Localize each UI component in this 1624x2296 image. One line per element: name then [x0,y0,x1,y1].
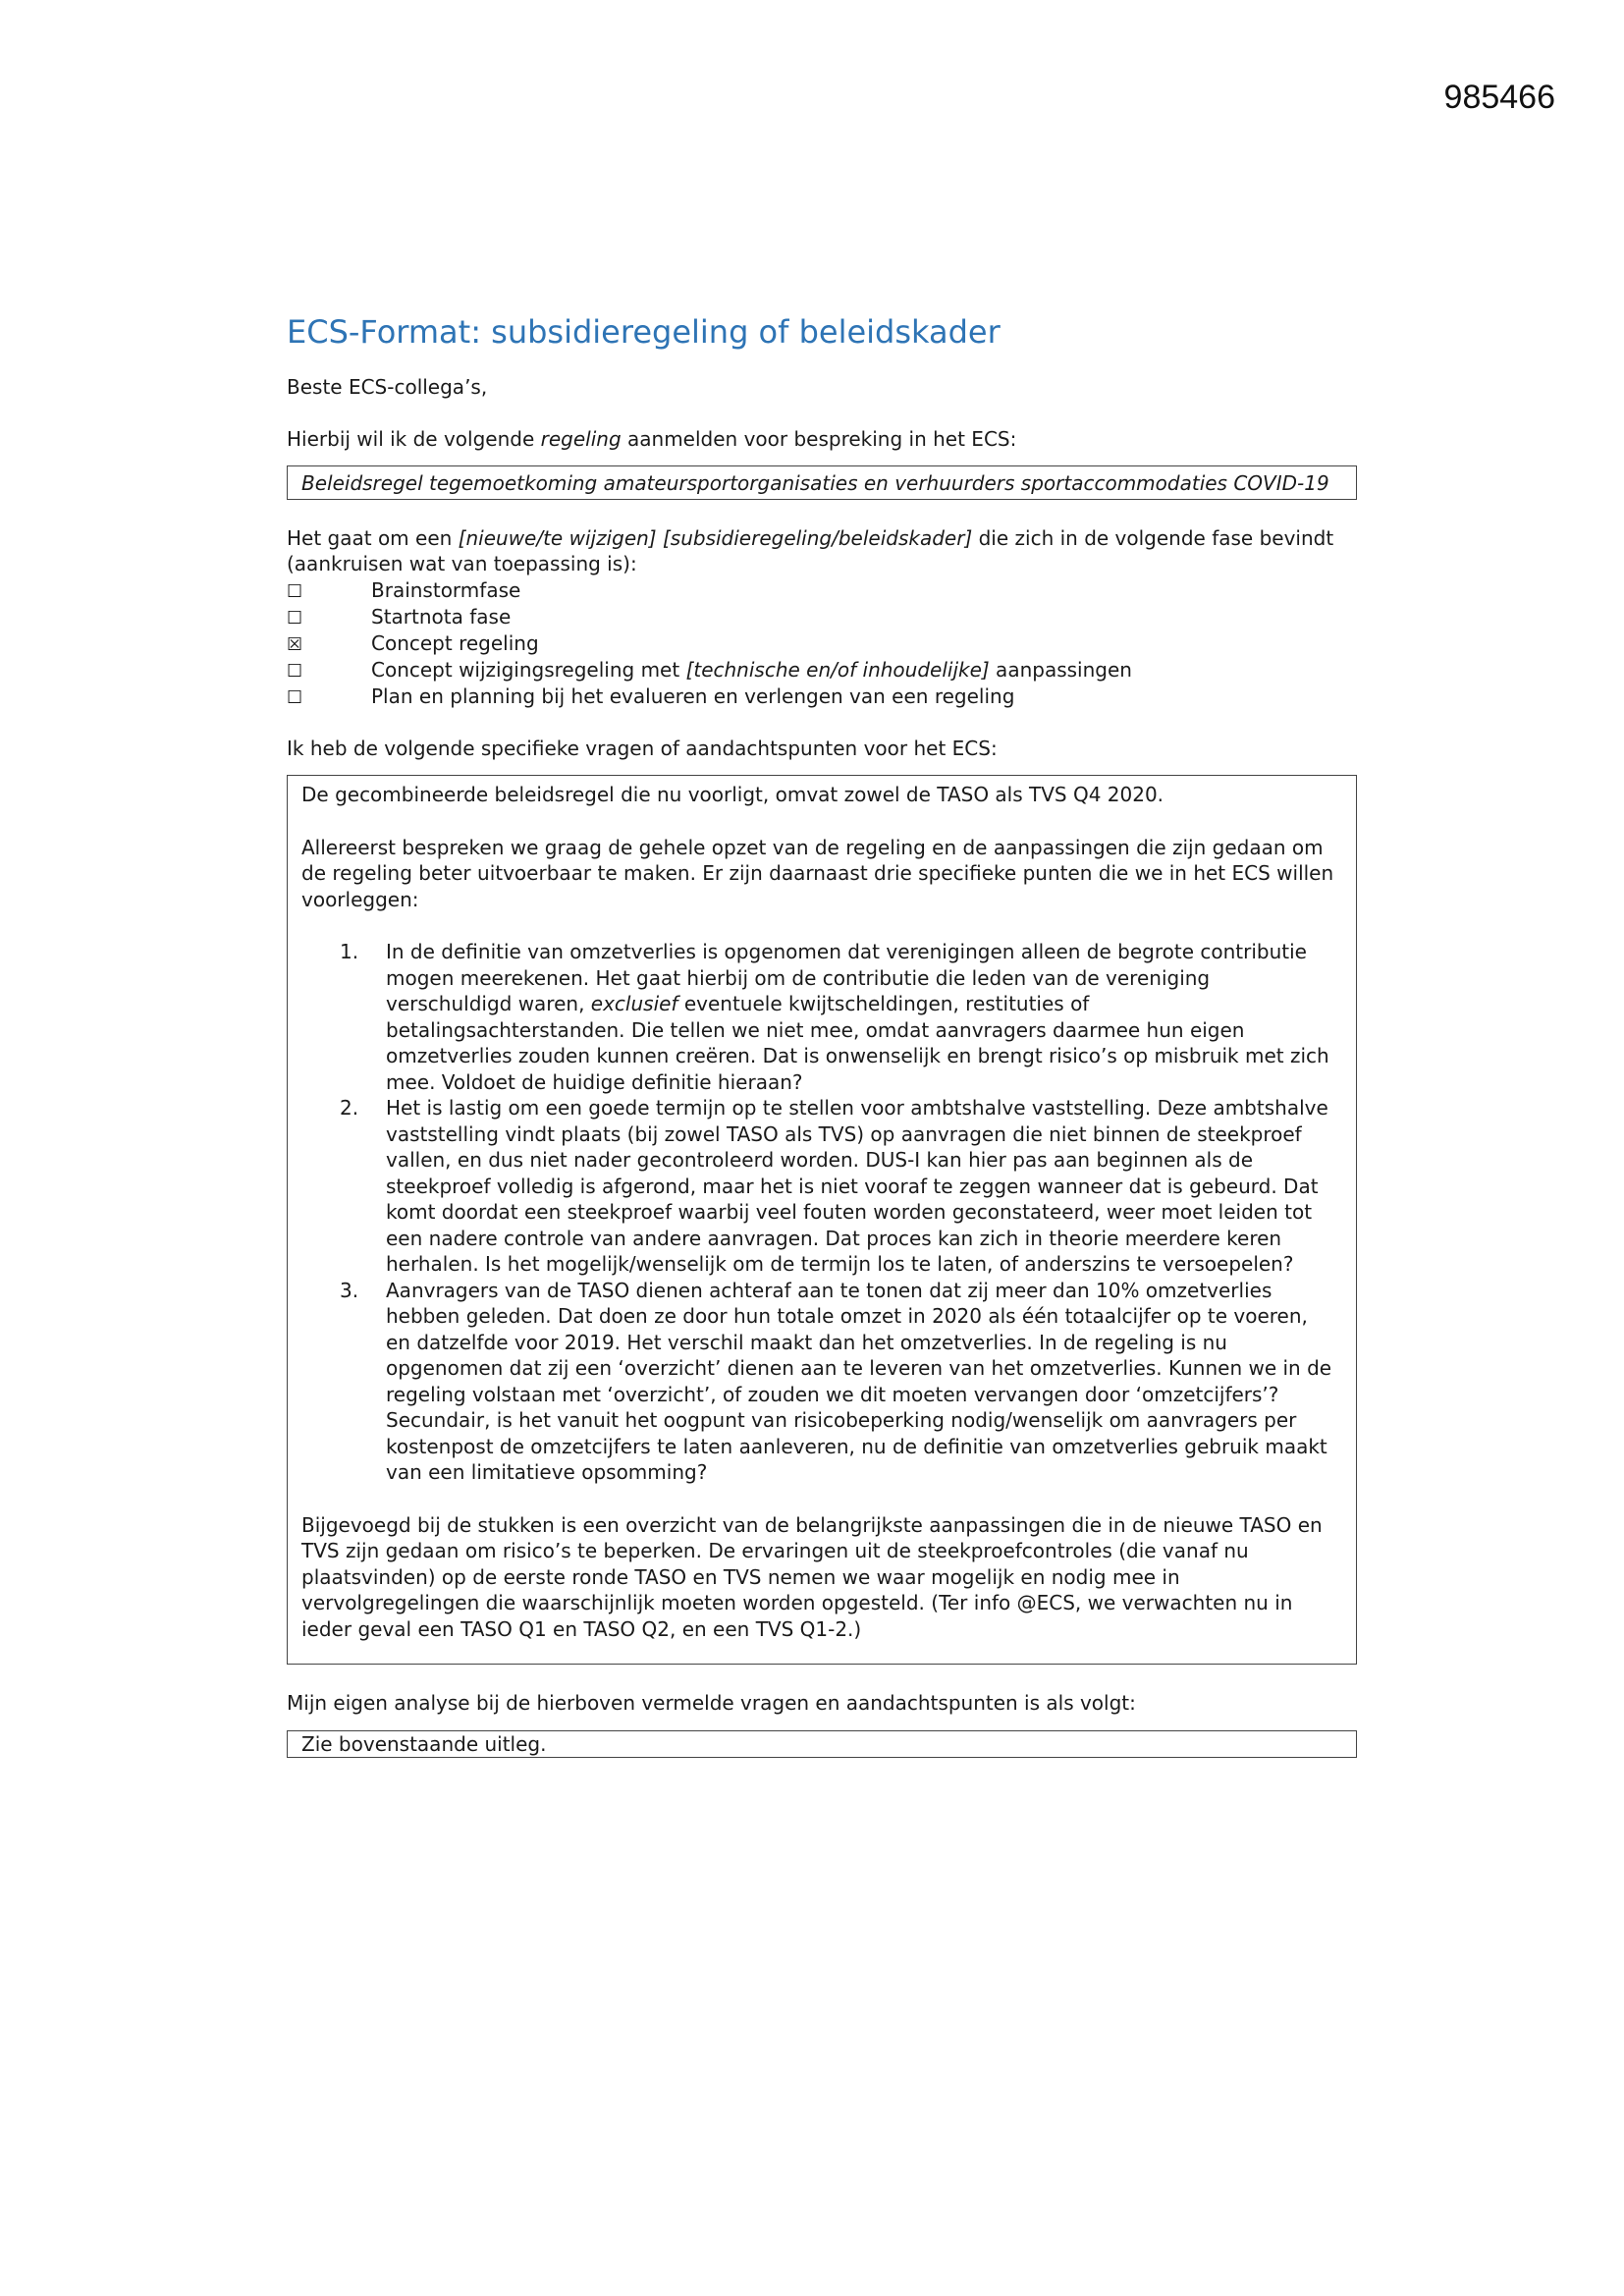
questions-intro: Ik heb de volgende specifieke vragen of aandachtspunten voor het ECS: [287,736,998,760]
question-text-before: In de definitie van omzetverlies is opgenomen dat verenigingen alleen de begrote contributie mogen meerekenen. Het gaat hierbij om de contributie die leden van de vereniging verschuldigd waren, [386,940,1307,1015]
question-text: Het is lastig om een goede termijn op te stellen voor ambtshalve vaststelling. Deze ambtshalve vaststelling vindt plaats (bij zowel TASO als TVS) op aanvragen die niet binnen de steekproef vallen, en dus niet nader gecontroleerd worden. DUS-I kan hier pas aan beginnen als de steekproef volledig is afgerond, maar het is niet vooraf te zeggen wanneer dat is gebeurd. Dat komt doordat een steekproef waarbij veel fouten worden geconstateerd, weer moet leiden tot een nadere controle van andere aanvragen. Dat proces kan zich in theorie meerdere keren herhalen. Is het mogelijk/wenselijk om de termijn los te laten, of anderszins te versoepelen? [386,1096,1328,1276]
checklist-item [287,577,1359,604]
checkbox-icon[interactable]: ☐ [287,660,303,682]
questions-list [301,939,1342,1486]
intro-emphasis: regeling [540,426,622,451]
question-text [386,1278,1342,1486]
phase-emphasis-1: [nieuwe/te wijzigen] [458,525,657,550]
question-item [301,1095,1342,1278]
checklist-label-before: Concept wijzigingsregeling met [371,657,686,682]
checklist-label-emphasis: [technische en/of inhoudelijke] [685,657,990,682]
regeling-name: Beleidsregel tegemoetkoming amateursportorganisaties en verhuurders sportaccommodaties COVID-19 [301,471,1329,495]
questions-paragraph-2: Allereerst bespreken we graag de gehele opzet van de regeling en de aanpassingen die zijn gedaan om de regeling beter uitvoerbaar te maken. Er zijn daarnaast drie specifieke punten die we in het ECS willen voorleggen: [301,835,1334,911]
analysis-intro: Mijn eigen analyse bij de hierboven vermelde vragen en aandachtspunten is als volgt: [287,1691,1136,1715]
checklist-label: Brainstormfase [371,577,521,602]
phase-emphasis-2: [subsidieregeling/beleidskader] [662,525,973,550]
question-item [301,939,1342,1095]
checklist-item [287,683,1359,710]
regeling-name-box [287,465,1357,500]
phase-checklist [287,577,1359,710]
checklist-label: Startnota fase [371,604,512,629]
checked-checkbox-icon[interactable]: ☒ [287,633,303,655]
question-item [301,1278,1342,1486]
greeting: Beste ECS-collega’s, [287,375,488,399]
questions-box [287,775,1357,1665]
phase-text [287,525,1359,577]
checkbox-icon[interactable]: ☐ [287,607,303,629]
question-text-after: eventuele kwijtscheldingen, restituties of betalingsachterstanden. Die tellen we niet mee, omdat aanvragers daarmee hun eigen omzetverlies zouden kunnen creëren. Dat is onwenselijk en brengt risico’s op misbruik met zich mee. Voldoet de huidige definitie hieraan? [386,992,1329,1094]
checkbox-icon[interactable]: ☐ [287,686,303,708]
checklist-item [287,604,1359,630]
intro-before: Hierbij wil ik de volgende [287,426,541,451]
checklist-item [287,630,1359,657]
analysis-text: Zie bovenstaande uitleg. [301,1731,547,1756]
questions-paragraph-3: Bijgevoegd bij de stukken is een overzicht van de belangrijkste aanpassingen die in de nieuwe TASO en TVS zijn gedaan om risico’s te beperken. De ervaringen uit de steekproefcontroles (die vanaf nu plaatsvinden) op de eerste ronde TASO en TVS nemen we waar mogelijk en nodig mee in vervolgregelingen die waarschijnlijk moeten worden opgesteld. (Ter info @ECS, we verwachten nu in ieder geval een TASO Q1 en TASO Q2, en een TVS Q1-2.) [301,1512,1323,1641]
question-text-emphasis: exclusief [590,992,678,1015]
question-number: 1. [340,940,359,963]
checklist-label [371,657,1132,683]
document-number: 985466 [1443,79,1555,116]
intro-after: aanmelden voor bespreking in het ECS: [621,426,1017,451]
question-number: 2. [340,1096,359,1120]
questions-paragraph-1: De gecombineerde beleidsregel die nu voorligt, omvat zowel de TASO als TVS Q4 2020. [301,783,1164,806]
analysis-box [287,1730,1357,1759]
checklist-label-after: aanpassingen [989,657,1132,682]
checklist-label: Concept regeling [371,630,539,655]
question-text-secondary: Secundair, is het vanuit het oogpunt van risicobeperking nodig/wenselijk om aanvragers per kostenpost de omzetcijfers te laten aanleveren, nu de definitie van omzetverlies gebruik maakt van een limitatieve opsomming? [386,1408,1327,1484]
checklist-item [287,657,1359,683]
question-text [386,939,1342,1095]
page-title: ECS-Format: subsidieregeling of beleidskader [287,313,1001,351]
document-page [287,312,1359,1758]
intro-text [287,426,1359,453]
phase-after: die zich in de volgende fase bevindt (aankruisen wat van toepassing is): [287,525,1334,575]
phase-before: Het gaat om een [287,525,459,550]
checkbox-icon[interactable]: ☐ [287,580,303,602]
question-number: 3. [340,1278,359,1302]
checklist-label: Plan en planning bij het evalueren en verlengen van een regeling [371,683,1015,708]
question-text-main: Aanvragers van de TASO dienen achteraf aan te tonen dat zij meer dan 10% omzetverlies hebben geleden. Dat doen ze door hun totale omzet in 2020 als één totaalcijfer op te voeren, en datzelfde voor 2019. Het verschil maakt dan het omzetverlies. In de regeling is nu opgenomen dat zij een ‘overzicht’ dienen aan te leveren van het omzetverlies. Kunnen we in de regeling volstaan met ‘overzicht’, of zouden we dit moeten vervangen door ‘omzetcijfers’? [386,1278,1332,1406]
